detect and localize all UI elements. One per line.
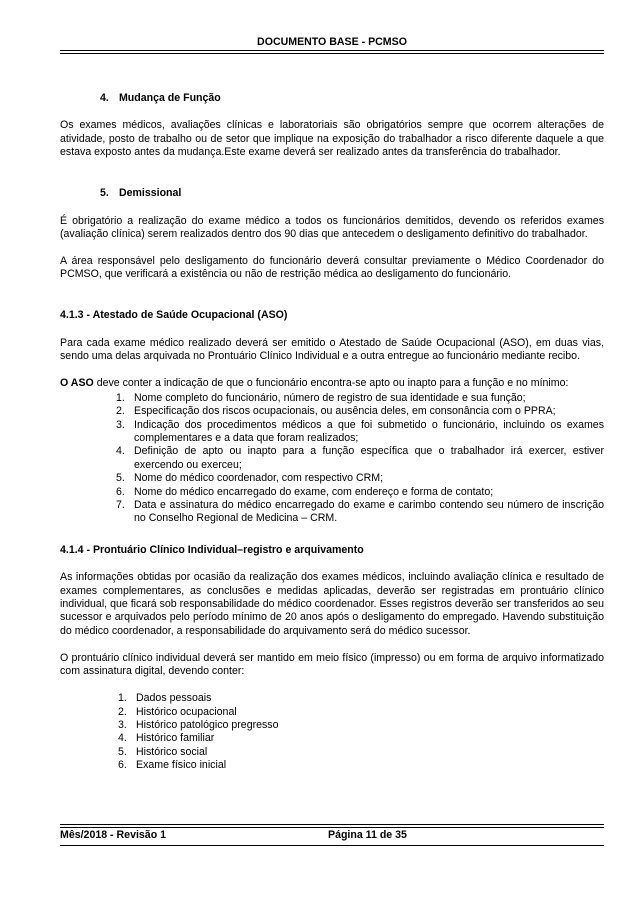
list-item [118, 692, 604, 705]
heading-mudanca [60, 92, 604, 105]
list-item [116, 499, 604, 526]
page-header-title: DOCUMENTO BASE - PCMSO [257, 36, 407, 48]
list-item [116, 405, 604, 418]
footer-revision: Mês/2018 - Revisão 1 [60, 829, 166, 841]
list-number: 4. [118, 732, 127, 745]
list-item [118, 706, 604, 719]
paragraph-aso-1: Para cada exame médico realizado deverá ser emitido o Atestado de Saúde Ocupacional (ASO), em duas vias, sendo uma delas arquivada no Prontuário Clínico Individual e a outra entregue ao funcionário mediante recibo. [60, 336, 604, 362]
list-item [118, 719, 604, 732]
list-number: 6. [116, 485, 125, 498]
list-number: 7. [116, 499, 125, 512]
heading-prontuario: 4.1.4 - Prontuário Clínico Individual–registro e arquivamento [60, 543, 364, 556]
document-body [60, 92, 604, 773]
footer-bottom-rule [60, 845, 604, 846]
footer-page-number: Página 11 de 35 [328, 829, 407, 841]
list-item [116, 486, 604, 499]
list-text: Nome completo do funcionário, número de registro de sua identidade e sua função; [134, 391, 526, 404]
list-text: Nome do médico coordenador, com respectivo CRM; [134, 472, 384, 485]
list-text: Nome do médico encarregado do exame, com endereço e forma de contato; [134, 485, 494, 498]
list-item [118, 732, 604, 745]
heading-title: Demissional [118, 187, 182, 200]
list-number: 6. [118, 759, 127, 772]
list-text: Histórico familiar [136, 732, 215, 745]
list-number: 1. [116, 391, 125, 404]
list-text: Data e assinatura do médico encarregado do exame e carimbo contendo seu número de inscrição no Conselho Regional de Medicina – CRM. [134, 499, 604, 525]
list-text: Especificação dos riscos ocupacionais, ou ausência deles, em consonância com o PPRA; [134, 405, 556, 418]
list-number: 4. [116, 445, 125, 458]
footer-rule [60, 824, 604, 828]
list-text: Exame físico inicial [136, 759, 227, 772]
list-text: Histórico patológico pregresso [136, 718, 279, 731]
list-text: Definição de apto ou inapto para a função específica que o trabalhador irá exercer, estiver exercendo ou exerceu; [134, 445, 604, 471]
prontuario-contents-list [60, 692, 604, 772]
list-number: 2. [118, 705, 127, 718]
paragraph-prontuario-1: As informações obtidas por ocasião da realização dos exames médicos, incluindo avaliação clínica e resultado de exames complementares, as conclusões e medidas aplicadas, deverão ser registradas em prontuário clínico individual, que ficará sob responsabilidade do médico coordenador. Esses registros deverão ser transferidos ao seu sucessor e arquivados pelo período mínimo de 20 anos após o desligamento do empregado. Havendo substituição do médico coordenador, a responsabilidade do arquivamento será do médico sucessor. [60, 571, 604, 637]
list-number: 5. [116, 472, 125, 485]
list-text: Histórico social [136, 745, 208, 758]
list-number: 2. [116, 405, 125, 418]
heading-number: 5. [100, 187, 109, 200]
list-item [116, 419, 604, 446]
paragraph-demissional-2: A área responsável pelo desligamento do funcionário deverá consultar previamente o Médico Coordenador do PCMSO, que verificará a existência ou não de restrição médica ao desligamento do funcionário. [60, 254, 604, 281]
paragraph-mudanca: Os exames médicos, avaliações clínicas e laboratoriais são obrigatórios sempre que ocorrem alterações de atividade, posto de trabalho ou de setor que implique na exposição do trabalhador a risco diferente daquele a que estava exposto antes da mudança.Este exame deverá ser realizado antes da transferência do trabalhador. [60, 119, 604, 159]
paragraph-demissional-1: É obrigatório a realização do exame médico a todos os funcionários demitidos, devendo os referidos exames (avaliação clínica) serem realizados dentro dos 90 dias que antecedem o desligamento definitivo do trabalhador. [60, 214, 604, 240]
aso-requirements-list [60, 392, 604, 526]
heading-title: Mudança de Função [118, 92, 221, 104]
aso-lead-bold: O ASO [60, 376, 94, 389]
list-item [116, 445, 604, 472]
list-text: Dados pessoais [136, 692, 212, 705]
paragraph-aso-lead [60, 377, 604, 390]
list-item [116, 392, 604, 405]
list-number: 3. [118, 718, 127, 731]
list-item [118, 746, 604, 759]
list-number: 1. [118, 692, 127, 705]
heading-aso: 4.1.3 - Atestado de Saúde Ocupacional (ASO) [60, 309, 288, 322]
aso-lead-rest: deve conter a indicação de que o funcionário encontra-se apto ou inapto para a função e no mínimo: [93, 376, 569, 389]
paragraph-prontuario-2: O prontuário clínico individual deverá ser mantido em meio físico (impresso) ou em forma de arquivo informatizado com assinatura digital, devendo conter: [60, 651, 604, 678]
list-text: Indicação dos procedimentos médicos a que foi submetido o funcionário, incluindo os exames complementares e a data que foram realizados; [134, 418, 604, 444]
list-item [116, 472, 604, 485]
list-number: 3. [116, 418, 125, 431]
heading-demissional [60, 187, 604, 200]
header-rule [60, 50, 604, 54]
list-item [118, 759, 604, 772]
heading-number: 4. [100, 92, 109, 104]
list-text: Histórico ocupacional [136, 705, 237, 718]
list-number: 5. [118, 745, 127, 758]
